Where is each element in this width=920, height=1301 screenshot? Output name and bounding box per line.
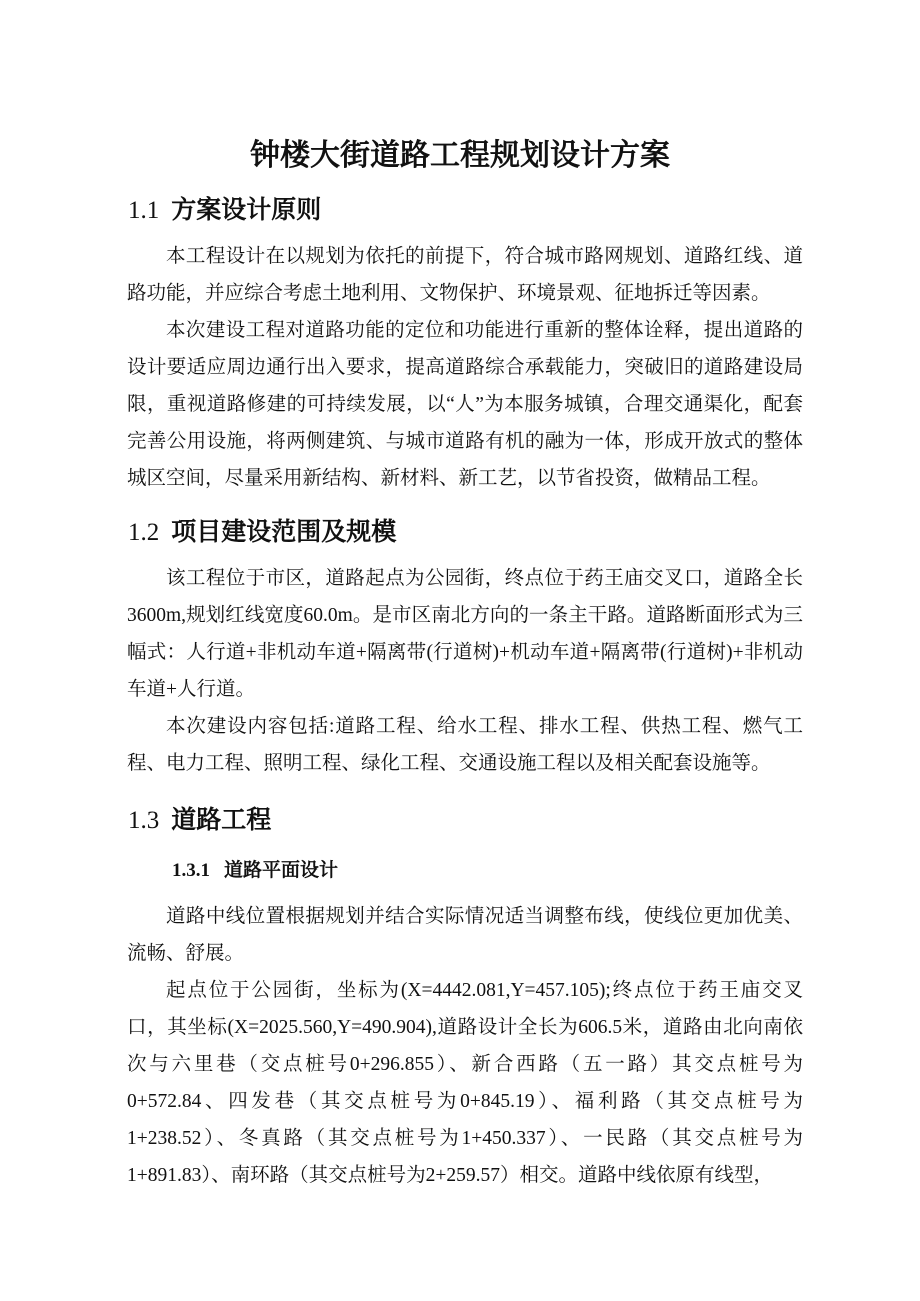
subsection-heading-1-3-1 [172, 855, 338, 882]
paragraph: 本次建设工程对道路功能的定位和功能进行重新的整体诠释，提出道路的设计要适应周边通行出入要求，提高道路综合承载能力，突破旧的道路建设局限，重视道路修建的可持续发展，以“人”为本服务城镇，合理交通渠化，配套完善公用设施，将两侧建筑、与城市道路有机的融为一体，形成开放式的整体城区空间，尽量采用新结构、新材料、新工艺，以节省投资，做精品工程。 [127, 320, 803, 489]
section-title: 方案设计原则 [171, 195, 322, 224]
paragraph: 本次建设内容包括:道路工程、给水工程、排水工程、供热工程、燃气工程、电力工程、照明工程、绿化工程、交通设施工程以及相关配套设施等。 [127, 716, 803, 774]
document-title: 钟楼大街道路工程规划设计方案 [250, 138, 670, 173]
section-number: 1.2 [128, 519, 160, 546]
subsection-title: 道路平面设计 [224, 859, 339, 881]
subsection-number: 1.3.1 [172, 860, 210, 881]
paragraph: 起点位于公园街，坐标为(X=4442.081,Y=457.105);终点位于药王庙交叉口，其坐标(X=2025.560,Y=490.904),道路设计全长为606.5米，道路由北向南依次与六里巷（交点桩号0+296.855）、新合西路（五一路）其交点桩号为0+572.84、四发巷（其交点桩号为0+845.19）、福利路（其交点桩号为1+238.52）、冬真路（其交点桩号为1+450.337）、一民路（其交点桩号为1+891.83）、南环路（其交点桩号为2+259.57）相交。道路中线依原有线型， [127, 980, 803, 1186]
section-title: 项目建设范围及规模 [171, 517, 397, 546]
section-heading-1-1 [128, 190, 321, 226]
paragraph: 本工程设计在以规划为依托的前提下，符合城市路网规划、道路红线、道路功能，并应综合考虑土地利用、文物保护、环境景观、征地拆迁等因素。 [127, 246, 803, 304]
section-number: 1.1 [128, 197, 160, 224]
paragraph: 道路中线位置根据规划并结合实际情况适当调整布线，使线位更加优美、流畅、舒展。 [127, 906, 803, 964]
section-number: 1.3 [128, 807, 160, 834]
section-heading-1-3 [128, 800, 271, 836]
paragraph: 该工程位于市区，道路起点为公园街，终点位于药王庙交叉口，道路全长3600m,规划红线宽度60.0m。是市区南北方向的一条主干路。道路断面形式为三幅式：人行道+非机动车道+隔离带(行道树)+机动车道+隔离带(行道树)+非机动车道+人行道。 [127, 568, 803, 700]
section-heading-1-2 [128, 512, 396, 548]
section-title: 道路工程 [171, 805, 272, 834]
